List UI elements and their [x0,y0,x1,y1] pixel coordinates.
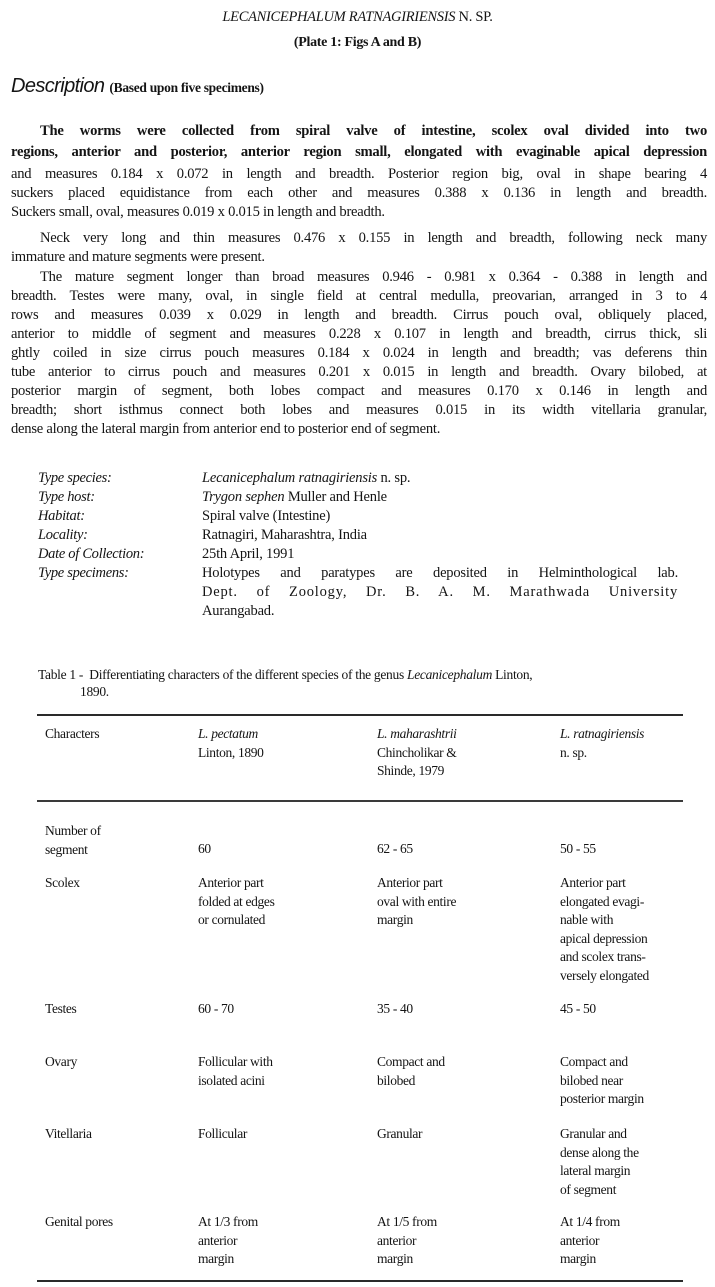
value-line: apical depression [560,930,648,946]
description-note: (Based upon five specimens) [109,80,264,95]
description-line: posterior margin of segment, both lobes compact and measures 0.170 x 0.146 in length and [11,383,707,399]
taxonomy-value: Spiral valve (Intestine) [202,508,331,524]
taxonomy-key: Type specimens: [38,565,129,581]
value-line: At 1/3 from [198,1214,258,1229]
row-value [560,1213,620,1269]
value-line: anterior [377,1232,417,1248]
taxonomy-value-italic: Trygon sephen [202,489,285,505]
description-line: The worms were collected from spiral valve of intestine, scolex oval divided into two [40,123,707,139]
character-line: Number of [45,823,101,838]
value-line: At 1/4 from [560,1214,620,1229]
taxonomy-value-text: Muller and Henle [284,489,387,505]
row-character: Testes [45,1001,77,1016]
value-line: posterior margin [560,1091,644,1106]
value-line: Granular and [560,1126,627,1141]
row-value: Follicular [198,1126,247,1141]
table-caption [38,667,532,683]
row-character [45,822,101,859]
row-value: 45 - 50 [560,1001,596,1016]
row-value [560,874,649,985]
table-caption-line2: 1890. [80,684,109,699]
species-name: L. ratnagiriensis [560,726,645,741]
value-line: of segment [560,1181,617,1197]
value-line: bilobed [377,1072,416,1088]
taxonomy-value [202,470,410,487]
row-value: 35 - 40 [377,1001,413,1016]
taxonomy-value-text: n. sp. [377,470,411,486]
species-name: L. pectatum [198,726,258,741]
species-authority: Linton, 1890 [198,744,264,760]
value-line: oval with entire [377,893,457,909]
description-line: and measures 0.184 x 0.072 in length and breadth. Posterior region big, oval in shape bearing 4 [11,166,707,182]
table-header-species [198,725,264,762]
row-value [198,1053,273,1090]
table-caption-label: Table 1 - [38,667,84,682]
value-line: Anterior part [377,875,443,890]
value-line: At 1/5 from [377,1214,437,1229]
value-line: elongated evagi- [560,893,644,909]
taxonomy-value [202,489,387,506]
description-line: rows and measures 0.039 x 0.029 in length and breadth. Cirrus pouch oval, obliquely placed, [11,307,707,323]
value-line: isolated acini [198,1072,265,1088]
row-value [560,1125,639,1199]
value-line: Compact and [377,1054,445,1069]
value-line: margin [377,1251,413,1266]
value-line: or cornulated [198,912,266,927]
table-header-species [377,725,457,781]
taxonomy-value: 25th April, 1991 [202,546,295,562]
description-line: regions, anterior and posterior, anterior region small, elongated with evaginable apical depression [11,144,707,160]
table-bottom-rule [37,1280,683,1282]
row-value: 60 - 70 [198,1001,234,1016]
taxonomy-key: Type host: [38,489,95,505]
description-line: ghtly coiled in size cirrus pouch measures 0.184 x 0.024 in length and breadth; vas deferens thin [11,345,707,361]
row-value [198,1213,258,1269]
plate-reference: (Plate 1: Figs A and B) [293,35,422,50]
row-character: Scolex [45,875,80,890]
value-line: margin [377,912,413,927]
value-line: Compact and [560,1054,628,1069]
value-line: versely elongated [560,967,649,983]
value-line: folded at edges [198,893,275,909]
table-caption-genus: Lecanicephalum [407,667,493,682]
species-authority: Shinde, 1979 [377,763,445,778]
value-line: margin [560,1251,596,1266]
row-value: 50 - 55 [560,841,596,856]
table-caption-text: Differentiating characters of the different species of the genus [89,667,404,682]
value-line: lateral margin [560,1163,631,1178]
taxonomy-value: Ratnagiri, Maharashtra, India [202,527,367,543]
row-value: 62 - 65 [377,841,413,856]
taxonomy-value-italic: Lecanicephalum ratnagiriensis [202,470,378,486]
table-header-characters: Characters [45,726,100,741]
taxonomy-key: Habitat: [38,508,85,524]
value-line: and scolex trans- [560,949,646,964]
row-value [560,1053,644,1109]
taxonomy-key: Locality: [38,527,88,543]
species-title-name: LECANICEPHALUM RATNAGIRIENSIS [222,9,456,25]
character-line: segment [45,841,88,857]
value-line: Follicular with [198,1054,273,1069]
row-character: Ovary [45,1054,77,1069]
value-line: Anterior part [560,875,626,890]
taxonomy-value: Holotypes and paratypes are deposited in Helminthological lab. [202,565,678,581]
species-name: L. maharashtrii [377,726,457,741]
description-line: breadth; short isthmus connect both lobes and measures 0.015 in its width vitellaria granular, [11,402,707,418]
description-line: breadth. Testes were many, oval, in single field at central medulla, preovarian, arranged in 3 to 4 [11,288,707,304]
row-character: Vitellaria [45,1126,92,1141]
description-line: Suckers small, oval, measures 0.019 x 0.015 in length and breadth. [11,204,385,220]
description-line: dense along the lateral margin from anterior end to posterior end of segment. [11,421,441,437]
row-value [377,1213,437,1269]
value-line: anterior [198,1232,238,1248]
taxonomy-key: Type species: [38,470,112,486]
species-title-suffix: N. SP. [458,9,493,25]
taxonomy-value: Aurangabad. [202,603,275,619]
value-line: dense along the [560,1144,639,1160]
species-authority: Chincholikar & [377,744,457,760]
row-value: Granular [377,1126,423,1141]
value-line: nable with [560,912,614,927]
species-title [0,9,715,26]
table-caption-tail: Linton, [492,667,533,682]
table-header-species [560,725,644,762]
value-line: anterior [560,1232,600,1248]
taxonomy-value: Dept. of Zoology, Dr. B. A. M. Marathwada University [202,584,678,600]
row-value: 60 [198,841,211,856]
species-authority: n. sp. [560,744,587,760]
row-value [198,874,274,930]
row-character: Genital pores [45,1214,113,1229]
description-line: Neck very long and thin measures 0.476 x 0.155 in length and breadth, following neck many [40,230,707,246]
value-line: bilobed near [560,1072,623,1088]
row-value [377,874,456,930]
table-header-rule [37,800,683,802]
description-line: anterior to middle of segment and measures 0.228 x 0.107 in length and breadth, cirrus thick, sli [11,326,707,342]
description-line: suckers placed equidistance from each other and measures 0.388 x 0.136 in length and breadth. [11,185,707,201]
value-line: margin [198,1251,234,1266]
row-value [377,1053,445,1090]
description-line: The mature segment longer than broad measures 0.946 - 0.981 x 0.364 - 0.388 in length and [40,269,707,285]
table-top-rule [37,714,683,716]
description-title: Description [11,75,105,97]
description-heading [11,75,264,98]
description-line: tube anterior to cirrus pouch and measures 0.201 x 0.015 in length and breadth. Ovary bilobed, at [11,364,707,380]
value-line: Anterior part [198,875,264,890]
taxonomy-key: Date of Collection: [38,546,145,562]
description-line: immature and mature segments were present. [11,249,265,265]
